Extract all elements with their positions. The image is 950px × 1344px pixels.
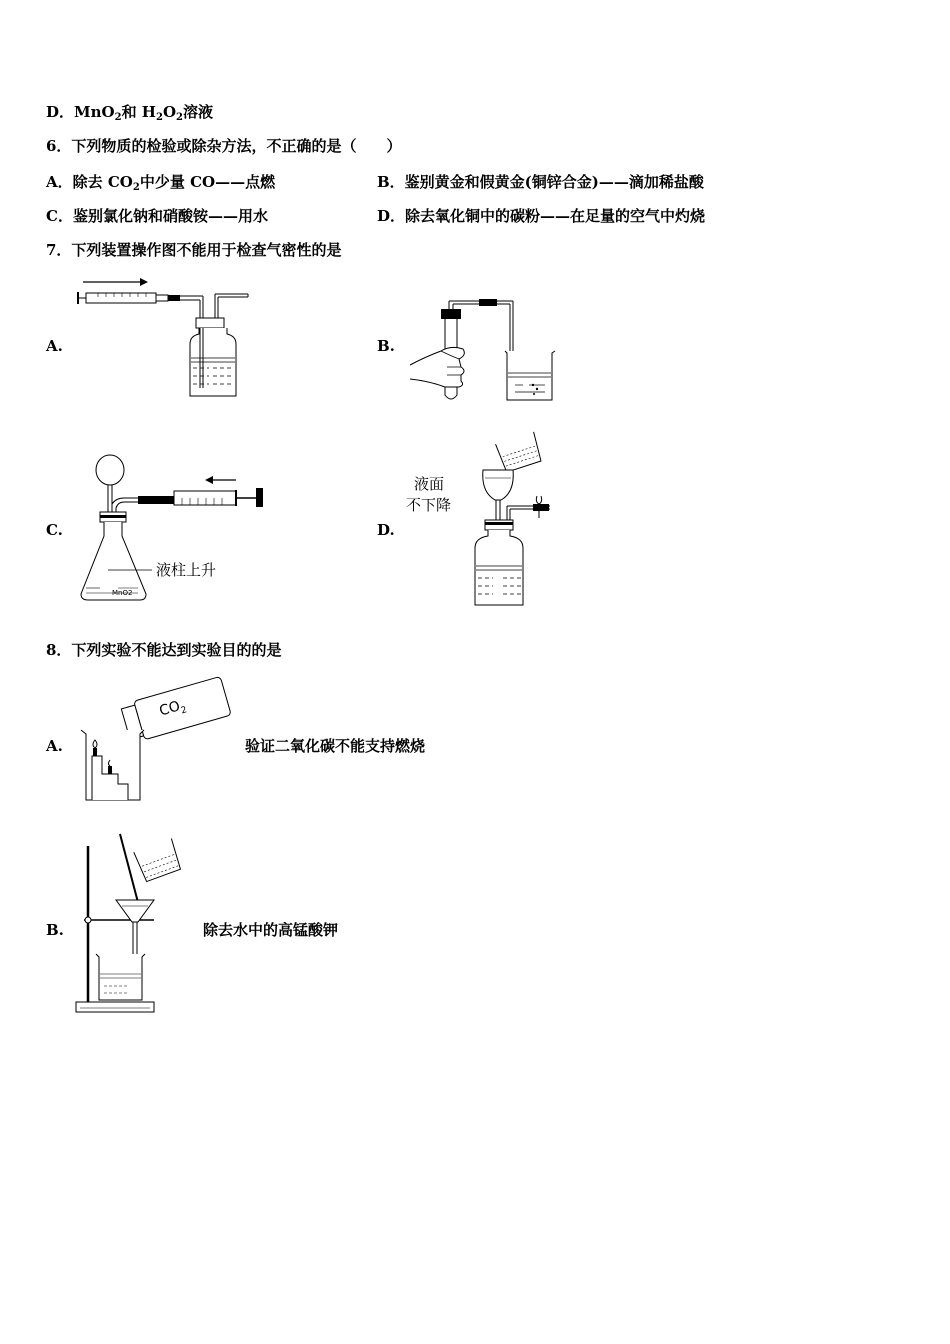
q7-figure-d-funnel-bottle: [465, 430, 560, 610]
q7-option-b-label: B.: [377, 337, 395, 355]
q6-option-c: C．鉴别氯化钠和硝酸铵——用水: [46, 207, 268, 225]
q6-stem: 6．下列物质的检验或除杂方法，不正确的是（ ）: [46, 137, 402, 155]
q7-stem: 7．下列装置操作图不能用于检查气密性的是: [46, 241, 342, 259]
q6-option-b: B．鉴别黄金和假黄金(铜锌合金)——滴加稀盐酸: [377, 173, 704, 191]
q7-figure-a-syringe-bottle: [78, 276, 258, 401]
q8-option-a-label: A.: [46, 737, 63, 755]
q8-stem: 8．下列实验不能达到实验目的的是: [46, 641, 282, 659]
q8-figure-a-co2-candles: [78, 670, 228, 805]
q8-figure-b-filtration: [74, 832, 194, 1017]
svg-text:MnO2: MnO2: [112, 589, 133, 597]
q5-option-d: D．MnO$_2$和 $H_2O_2$溶液: [46, 103, 213, 123]
q7-option-c-label: C.: [46, 521, 63, 539]
q8-a-description: 验证二氧化碳不能支持燃烧: [245, 737, 426, 755]
q7-option-a-label: A.: [46, 337, 63, 355]
q6-option-a: A．除去 $CO_2$中少量 CO——点燃: [46, 173, 276, 193]
q8-option-b-label: B.: [46, 921, 64, 939]
q7-d-note-not-drop: 不下降: [406, 496, 452, 514]
q7-figure-b-hand-test-tube: [405, 295, 560, 405]
q7-c-note-liquid-rises: 液柱上升: [156, 561, 217, 579]
q6-option-d: D．除去氧化铜中的碳粉——在足量的空气中灼烧: [377, 207, 706, 225]
q7-figure-c-flask-syringe: [78, 452, 278, 607]
q7-option-d-label: D.: [377, 521, 395, 539]
q8-b-description: 除去水中的高锰酸钾: [203, 921, 339, 939]
q8-a-bottle-label: $CO_2$: [157, 698, 189, 720]
q7-d-note-liquid-surface: 液面: [414, 475, 445, 493]
